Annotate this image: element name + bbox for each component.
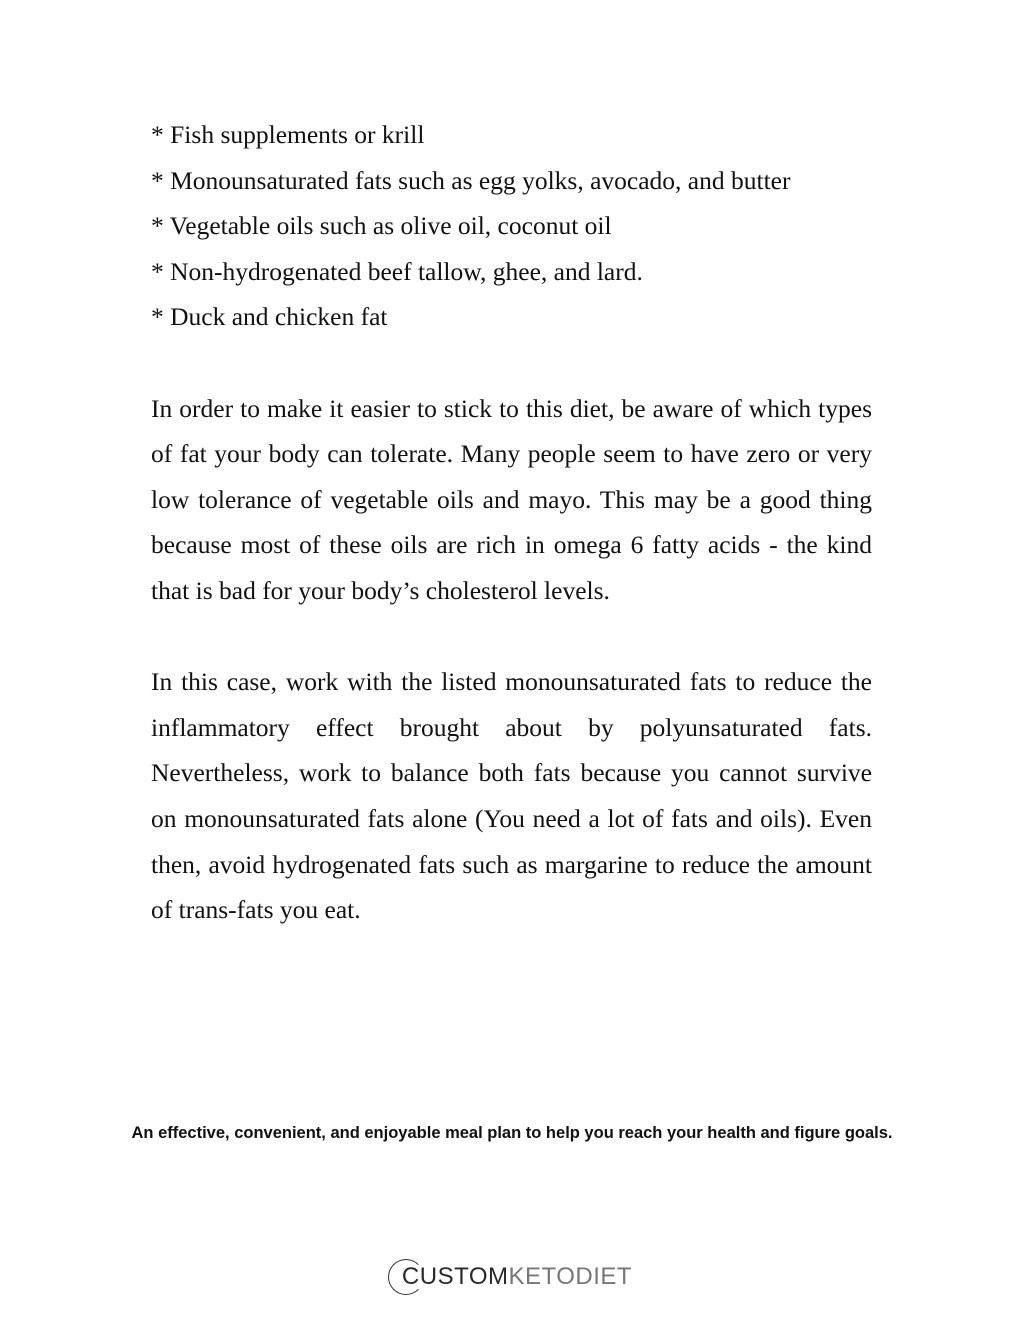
bullet-item: * Vegetable oils such as olive oil, coconut oil xyxy=(151,211,612,241)
bullet-item: * Fish supplements or krill xyxy=(151,120,425,149)
brand-logo xyxy=(0,1255,1024,1299)
bullet-item: * Non-hydrogenated beef tallow, ghee, and lard. xyxy=(151,256,643,286)
bullet-item: * Monounsaturated fats such as egg yolks, avocado, and butter xyxy=(151,165,791,195)
brand-logo-wordmark xyxy=(392,1263,632,1291)
bullet-item: * Duck and chicken fat xyxy=(151,302,388,332)
logo-circle-icon xyxy=(388,1259,424,1295)
logo-text-ketodiet: KETODIET xyxy=(508,1263,633,1290)
footer-tagline: An effective, convenient, and enjoyable meal plan to help you reach your health and figure goals. xyxy=(131,1124,893,1142)
logo-text-custom: CUSTOM xyxy=(401,1263,509,1290)
spacer xyxy=(151,614,872,660)
page-content xyxy=(151,112,872,933)
paragraph: In order to make it easier to stick to this diet, be aware of which types of fat your body can tolerate. Many people seem to have zero or very low tolerance of vegetable oils and mayo. This may be a good thing because most of these oils are rich in omega 6 fatty acids - the kind that is bad for your body’s cholesterol levels. xyxy=(151,393,872,605)
paragraph: In this case, work with the listed monounsaturated fats to reduce the inflammatory effect brought about by polyunsaturated fats. Nevertheless, work to balance both fats because you cannot survive on monounsaturated fats alone (You need a lot of fats and oils). Even then, avoid hydrogenated fats such as margarine to reduce the amount of trans-fats you eat. xyxy=(151,667,872,925)
spacer xyxy=(151,340,872,386)
